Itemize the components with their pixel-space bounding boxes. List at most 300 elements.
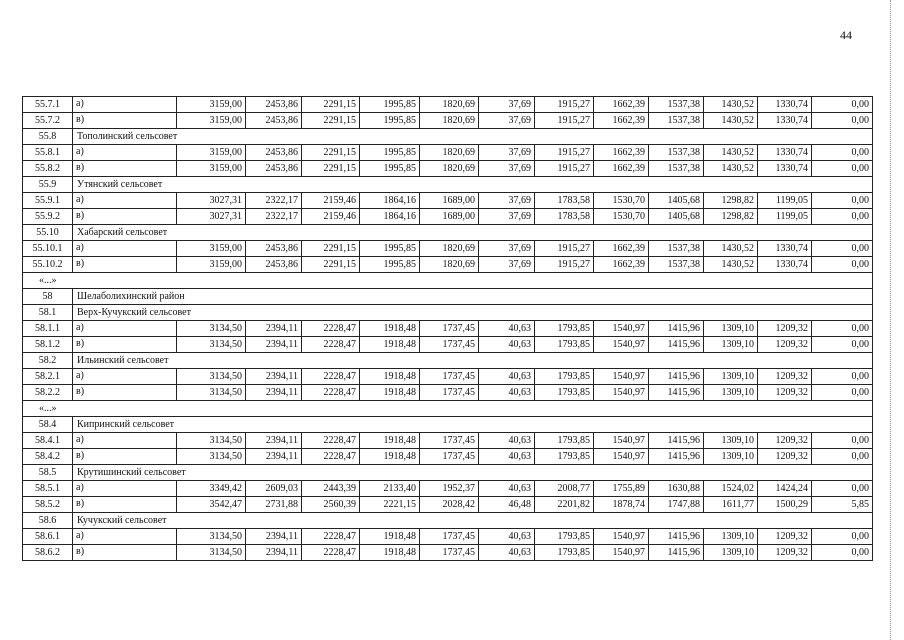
section-header-row — [23, 353, 873, 369]
value-cell: 40,63 — [479, 337, 535, 353]
value-cell: 2394,11 — [246, 321, 302, 337]
value-cell: 1737,45 — [420, 385, 479, 401]
margin-rule — [890, 0, 891, 640]
value-cell: 1540,97 — [594, 321, 649, 337]
value-cell: 2453,86 — [246, 161, 302, 177]
value-cell: 1793,85 — [535, 529, 594, 545]
value-cell: 0,00 — [812, 241, 873, 257]
page-number: 44 — [840, 28, 852, 42]
row-code: 55.9.2 — [23, 209, 73, 225]
value-cell: 2394,11 — [246, 545, 302, 561]
section-title: Тополинский сельсовет — [73, 129, 873, 145]
value-cell: 0,00 — [812, 145, 873, 161]
value-cell: 1918,48 — [360, 449, 420, 465]
section-title: Утянский сельсовет — [73, 177, 873, 193]
value-cell: 1415,96 — [649, 369, 704, 385]
value-cell: 2453,86 — [246, 97, 302, 113]
section-title: Кучукский сельсовет — [73, 513, 873, 529]
row-code: 55.10.2 — [23, 257, 73, 273]
value-cell: 1405,68 — [649, 209, 704, 225]
value-cell: 1430,52 — [704, 241, 758, 257]
row-subitem: в) — [73, 257, 177, 273]
ellipsis-row — [23, 273, 873, 289]
value-cell: 3349,42 — [177, 481, 246, 497]
value-cell: 3134,50 — [177, 433, 246, 449]
value-cell: 1995,85 — [360, 97, 420, 113]
value-cell: 1737,45 — [420, 433, 479, 449]
value-cell: 0,00 — [812, 113, 873, 129]
value-cell: 1309,10 — [704, 433, 758, 449]
value-cell: 37,69 — [479, 113, 535, 129]
value-cell: 1430,52 — [704, 113, 758, 129]
value-cell: 2453,86 — [246, 257, 302, 273]
value-cell: 40,63 — [479, 545, 535, 561]
section-code: 55.8 — [23, 129, 73, 145]
table-row — [23, 433, 873, 449]
value-cell: 5,85 — [812, 497, 873, 513]
value-cell: 1918,48 — [360, 321, 420, 337]
value-cell: 1309,10 — [704, 385, 758, 401]
value-cell: 2008,77 — [535, 481, 594, 497]
section-code: 58.6 — [23, 513, 73, 529]
value-cell: 1530,70 — [594, 209, 649, 225]
value-cell: 1820,69 — [420, 257, 479, 273]
value-cell: 40,63 — [479, 321, 535, 337]
section-title: Ильинский сельсовет — [73, 353, 873, 369]
value-cell: 1330,74 — [758, 161, 812, 177]
row-subitem: а) — [73, 193, 177, 209]
section-code: 58 — [23, 289, 73, 305]
value-cell: 3134,50 — [177, 529, 246, 545]
value-cell: 1737,45 — [420, 321, 479, 337]
value-cell: 1209,32 — [758, 529, 812, 545]
value-cell: 2322,17 — [246, 193, 302, 209]
row-code: 58.1.2 — [23, 337, 73, 353]
section-code: 58.5 — [23, 465, 73, 481]
value-cell: 2133,40 — [360, 481, 420, 497]
row-code: 58.2.1 — [23, 369, 73, 385]
value-cell: 1537,38 — [649, 97, 704, 113]
value-cell: 1415,96 — [649, 321, 704, 337]
value-cell: 1915,27 — [535, 97, 594, 113]
value-cell: 1415,96 — [649, 545, 704, 561]
value-cell: 1540,97 — [594, 449, 649, 465]
value-cell: 1915,27 — [535, 113, 594, 129]
value-cell: 2453,86 — [246, 113, 302, 129]
row-subitem: в) — [73, 209, 177, 225]
row-code: 55.7.2 — [23, 113, 73, 129]
table-row — [23, 113, 873, 129]
ellipsis-filler — [73, 401, 873, 417]
table-row — [23, 257, 873, 273]
value-cell: 2394,11 — [246, 529, 302, 545]
table-row — [23, 337, 873, 353]
value-cell: 1689,00 — [420, 209, 479, 225]
value-cell: 2228,47 — [302, 433, 360, 449]
value-cell: 1793,85 — [535, 449, 594, 465]
value-cell: 1918,48 — [360, 385, 420, 401]
row-subitem: в) — [73, 497, 177, 513]
value-cell: 1793,85 — [535, 321, 594, 337]
value-cell: 2291,15 — [302, 257, 360, 273]
section-code: 58.1 — [23, 305, 73, 321]
row-code: 58.5.2 — [23, 497, 73, 513]
value-cell: 2443,39 — [302, 481, 360, 497]
row-subitem: в) — [73, 113, 177, 129]
value-cell: 3134,50 — [177, 385, 246, 401]
value-cell: 1309,10 — [704, 545, 758, 561]
value-cell: 1537,38 — [649, 241, 704, 257]
value-cell: 1209,32 — [758, 385, 812, 401]
section-code: 58.4 — [23, 417, 73, 433]
value-cell: 1537,38 — [649, 113, 704, 129]
value-cell: 1995,85 — [360, 241, 420, 257]
value-cell: 1540,97 — [594, 545, 649, 561]
value-cell: 3027,31 — [177, 193, 246, 209]
row-subitem: в) — [73, 337, 177, 353]
row-subitem: а) — [73, 369, 177, 385]
value-cell: 1864,16 — [360, 193, 420, 209]
value-cell: 1330,74 — [758, 257, 812, 273]
value-cell: 1209,32 — [758, 449, 812, 465]
value-cell: 2291,15 — [302, 97, 360, 113]
value-cell: 1662,39 — [594, 161, 649, 177]
value-cell: 1298,82 — [704, 209, 758, 225]
value-cell: 40,63 — [479, 529, 535, 545]
row-code: 58.4.2 — [23, 449, 73, 465]
value-cell: 40,63 — [479, 433, 535, 449]
value-cell: 1918,48 — [360, 545, 420, 561]
value-cell: 1209,32 — [758, 433, 812, 449]
section-header-row — [23, 465, 873, 481]
section-header-row — [23, 129, 873, 145]
value-cell: 0,00 — [812, 337, 873, 353]
value-cell: 2201,82 — [535, 497, 594, 513]
value-cell: 1918,48 — [360, 433, 420, 449]
value-cell: 2228,47 — [302, 545, 360, 561]
table-row — [23, 145, 873, 161]
value-cell: 2453,86 — [246, 145, 302, 161]
value-cell: 1630,88 — [649, 481, 704, 497]
row-subitem: а) — [73, 481, 177, 497]
value-cell: 2394,11 — [246, 433, 302, 449]
row-subitem: в) — [73, 161, 177, 177]
value-cell: 1540,97 — [594, 385, 649, 401]
value-cell: 1209,32 — [758, 545, 812, 561]
table-row — [23, 545, 873, 561]
value-cell: 1918,48 — [360, 529, 420, 545]
section-code: 58.2 — [23, 353, 73, 369]
value-cell: 1537,38 — [649, 257, 704, 273]
value-cell: 2609,03 — [246, 481, 302, 497]
section-header-row — [23, 417, 873, 433]
value-cell: 1793,85 — [535, 385, 594, 401]
value-cell: 3159,00 — [177, 257, 246, 273]
value-cell: 37,69 — [479, 145, 535, 161]
value-cell: 1405,68 — [649, 193, 704, 209]
table-row — [23, 209, 873, 225]
value-cell: 1524,02 — [704, 481, 758, 497]
value-cell: 1783,58 — [535, 193, 594, 209]
value-cell: 0,00 — [812, 209, 873, 225]
value-cell: 1537,38 — [649, 145, 704, 161]
value-cell: 1793,85 — [535, 337, 594, 353]
value-cell: 1864,16 — [360, 209, 420, 225]
value-cell: 2394,11 — [246, 337, 302, 353]
value-cell: 1309,10 — [704, 337, 758, 353]
section-title: Верх-Кучукский сельсовет — [73, 305, 873, 321]
value-cell: 1415,96 — [649, 337, 704, 353]
value-cell: 2322,17 — [246, 209, 302, 225]
value-cell: 37,69 — [479, 241, 535, 257]
value-cell: 1500,29 — [758, 497, 812, 513]
row-code: 58.6.1 — [23, 529, 73, 545]
omission-mark: «...» — [23, 401, 73, 417]
value-cell: 37,69 — [479, 161, 535, 177]
value-cell: 1820,69 — [420, 145, 479, 161]
value-cell: 1309,10 — [704, 529, 758, 545]
value-cell: 0,00 — [812, 481, 873, 497]
value-cell: 1415,96 — [649, 529, 704, 545]
value-cell: 1793,85 — [535, 369, 594, 385]
value-cell: 0,00 — [812, 385, 873, 401]
value-cell: 2228,47 — [302, 369, 360, 385]
section-header-row — [23, 177, 873, 193]
value-cell: 0,00 — [812, 545, 873, 561]
value-cell: 3159,00 — [177, 97, 246, 113]
value-cell: 2291,15 — [302, 241, 360, 257]
value-cell: 2394,11 — [246, 449, 302, 465]
value-cell: 2291,15 — [302, 113, 360, 129]
table-row — [23, 481, 873, 497]
row-subitem: а) — [73, 433, 177, 449]
value-cell: 1737,45 — [420, 545, 479, 561]
value-cell: 2291,15 — [302, 161, 360, 177]
row-code: 58.1.1 — [23, 321, 73, 337]
row-subitem: а) — [73, 241, 177, 257]
value-cell: 1995,85 — [360, 161, 420, 177]
value-cell: 2228,47 — [302, 529, 360, 545]
value-cell: 1662,39 — [594, 97, 649, 113]
value-cell: 40,63 — [479, 369, 535, 385]
value-cell: 1540,97 — [594, 433, 649, 449]
value-cell: 1330,74 — [758, 97, 812, 113]
value-cell: 1415,96 — [649, 433, 704, 449]
value-cell: 2228,47 — [302, 449, 360, 465]
value-cell: 46,48 — [479, 497, 535, 513]
value-cell: 2291,15 — [302, 145, 360, 161]
value-cell: 0,00 — [812, 97, 873, 113]
value-cell: 0,00 — [812, 433, 873, 449]
row-subitem: а) — [73, 145, 177, 161]
row-code: 55.8.2 — [23, 161, 73, 177]
value-cell: 3134,50 — [177, 449, 246, 465]
ellipsis-filler — [73, 273, 873, 289]
value-cell: 2228,47 — [302, 321, 360, 337]
value-cell: 1662,39 — [594, 145, 649, 161]
value-cell: 1298,82 — [704, 193, 758, 209]
value-cell: 2453,86 — [246, 241, 302, 257]
value-cell: 1199,05 — [758, 209, 812, 225]
value-cell: 1878,74 — [594, 497, 649, 513]
table-row — [23, 529, 873, 545]
section-title: Кипринский сельсовет — [73, 417, 873, 433]
value-cell: 1415,96 — [649, 449, 704, 465]
row-code: 55.9.1 — [23, 193, 73, 209]
value-cell: 1309,10 — [704, 321, 758, 337]
value-cell: 3134,50 — [177, 545, 246, 561]
value-cell: 1820,69 — [420, 161, 479, 177]
value-cell: 1737,45 — [420, 337, 479, 353]
value-cell: 1540,97 — [594, 529, 649, 545]
value-cell: 2159,46 — [302, 209, 360, 225]
value-cell: 1793,85 — [535, 433, 594, 449]
section-header-row — [23, 513, 873, 529]
value-cell: 0,00 — [812, 449, 873, 465]
value-cell: 37,69 — [479, 257, 535, 273]
value-cell: 2221,15 — [360, 497, 420, 513]
value-cell: 0,00 — [812, 369, 873, 385]
value-cell: 1820,69 — [420, 113, 479, 129]
table-row — [23, 369, 873, 385]
value-cell: 1330,74 — [758, 113, 812, 129]
value-cell: 1415,96 — [649, 385, 704, 401]
value-cell: 3159,00 — [177, 161, 246, 177]
value-cell: 37,69 — [479, 209, 535, 225]
value-cell: 2731,88 — [246, 497, 302, 513]
value-cell: 3159,00 — [177, 241, 246, 257]
omission-mark: «...» — [23, 273, 73, 289]
value-cell: 1755,89 — [594, 481, 649, 497]
value-cell: 1737,45 — [420, 529, 479, 545]
value-cell: 1199,05 — [758, 193, 812, 209]
row-code: 55.7.1 — [23, 97, 73, 113]
value-cell: 1209,32 — [758, 369, 812, 385]
value-cell: 1430,52 — [704, 97, 758, 113]
value-cell: 1662,39 — [594, 257, 649, 273]
value-cell: 2394,11 — [246, 369, 302, 385]
row-code: 58.5.1 — [23, 481, 73, 497]
value-cell: 1995,85 — [360, 113, 420, 129]
section-code: 55.9 — [23, 177, 73, 193]
row-subitem: а) — [73, 321, 177, 337]
value-cell: 3134,50 — [177, 321, 246, 337]
row-code: 55.8.1 — [23, 145, 73, 161]
value-cell: 1915,27 — [535, 145, 594, 161]
value-cell: 1209,32 — [758, 321, 812, 337]
row-code: 58.6.2 — [23, 545, 73, 561]
value-cell: 1540,97 — [594, 337, 649, 353]
value-cell: 1747,88 — [649, 497, 704, 513]
value-cell: 1952,37 — [420, 481, 479, 497]
value-cell: 1540,97 — [594, 369, 649, 385]
table-row — [23, 449, 873, 465]
value-cell: 1537,38 — [649, 161, 704, 177]
value-cell: 40,63 — [479, 385, 535, 401]
tariff-table — [22, 96, 873, 561]
section-title: Шелаболихинский район — [73, 289, 873, 305]
value-cell: 1309,10 — [704, 369, 758, 385]
value-cell: 3159,00 — [177, 145, 246, 161]
value-cell: 1820,69 — [420, 97, 479, 113]
value-cell: 2228,47 — [302, 337, 360, 353]
table-body — [23, 97, 873, 561]
value-cell: 1424,24 — [758, 481, 812, 497]
row-subitem: а) — [73, 529, 177, 545]
value-cell: 1737,45 — [420, 449, 479, 465]
value-cell: 1309,10 — [704, 449, 758, 465]
value-cell: 1662,39 — [594, 241, 649, 257]
value-cell: 3027,31 — [177, 209, 246, 225]
table-row — [23, 241, 873, 257]
row-subitem: в) — [73, 449, 177, 465]
table-row — [23, 321, 873, 337]
value-cell: 40,63 — [479, 481, 535, 497]
value-cell: 1915,27 — [535, 161, 594, 177]
value-cell: 1430,52 — [704, 161, 758, 177]
value-cell: 1995,85 — [360, 145, 420, 161]
value-cell: 3542,47 — [177, 497, 246, 513]
table-row — [23, 97, 873, 113]
value-cell: 2560,39 — [302, 497, 360, 513]
value-cell: 3134,50 — [177, 337, 246, 353]
value-cell: 1209,32 — [758, 337, 812, 353]
row-code: 58.4.1 — [23, 433, 73, 449]
section-title: Крутишинский сельсовет — [73, 465, 873, 481]
table-row — [23, 161, 873, 177]
value-cell: 40,63 — [479, 449, 535, 465]
section-header-row — [23, 225, 873, 241]
value-cell: 2394,11 — [246, 385, 302, 401]
value-cell: 1737,45 — [420, 369, 479, 385]
value-cell: 1330,74 — [758, 241, 812, 257]
value-cell: 0,00 — [812, 161, 873, 177]
table-row — [23, 385, 873, 401]
value-cell: 1689,00 — [420, 193, 479, 209]
ellipsis-row — [23, 401, 873, 417]
value-cell: 0,00 — [812, 321, 873, 337]
value-cell: 1783,58 — [535, 209, 594, 225]
section-header-row — [23, 305, 873, 321]
value-cell: 1915,27 — [535, 257, 594, 273]
value-cell: 1918,48 — [360, 337, 420, 353]
value-cell: 37,69 — [479, 193, 535, 209]
value-cell: 1430,52 — [704, 145, 758, 161]
value-cell: 37,69 — [479, 97, 535, 113]
value-cell: 1793,85 — [535, 545, 594, 561]
value-cell: 1820,69 — [420, 241, 479, 257]
value-cell: 2028,42 — [420, 497, 479, 513]
value-cell: 3159,00 — [177, 113, 246, 129]
table-row — [23, 497, 873, 513]
value-cell: 0,00 — [812, 193, 873, 209]
section-header-row — [23, 289, 873, 305]
value-cell: 1330,74 — [758, 145, 812, 161]
row-subitem: а) — [73, 97, 177, 113]
value-cell: 1611,77 — [704, 497, 758, 513]
value-cell: 1662,39 — [594, 113, 649, 129]
row-subitem: в) — [73, 385, 177, 401]
value-cell: 1530,70 — [594, 193, 649, 209]
row-code: 55.10.1 — [23, 241, 73, 257]
row-subitem: в) — [73, 545, 177, 561]
section-code: 55.10 — [23, 225, 73, 241]
row-code: 58.2.2 — [23, 385, 73, 401]
table-row — [23, 193, 873, 209]
value-cell: 1915,27 — [535, 241, 594, 257]
value-cell: 2159,46 — [302, 193, 360, 209]
value-cell: 3134,50 — [177, 369, 246, 385]
